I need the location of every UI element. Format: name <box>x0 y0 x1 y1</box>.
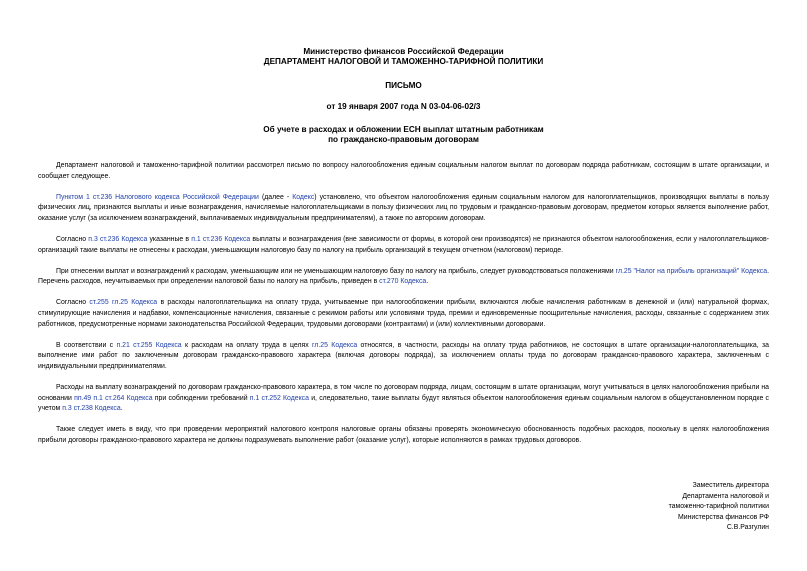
paragraph-text: . <box>426 278 429 286</box>
law-reference-link[interactable]: гл.25 "Налог на прибыль организаций" Кодекса <box>615 267 768 275</box>
law-reference-link[interactable]: гл.25 Кодекса <box>312 341 358 349</box>
department-title: ДЕПАРТАМЕНТ НАЛОГОВОЙ И ТАМОЖЕННО-ТАРИФНОЙ ПОЛИТИКИ <box>263 57 544 66</box>
law-reference-link[interactable]: пп.49 п.1 ст.264 Кодекса <box>74 394 153 402</box>
paragraph-text: выплаты и вознаграждения (вне зависимости от формы, в которой они производятся) не признаются объектом налогообложения, если у налогоплательщиков-организаций такие выплаты не отнесены к расходам, уменьшающим налоговую базу по налогу на прибыль организаций в текущем отчетном (налоговом) периоде. <box>38 235 769 254</box>
paragraph-text: при соблюдении требований <box>152 394 250 402</box>
signature-name: С.В.Разгулин <box>726 524 769 532</box>
body-paragraph <box>38 341 769 373</box>
paragraph-text: В соответствии с <box>56 341 117 349</box>
law-reference-link[interactable]: Кодекс <box>292 193 315 201</box>
body-paragraph <box>38 267 769 288</box>
letter-body <box>38 161 769 446</box>
signature-policy-line: таможенно-тарифной политики <box>668 503 769 511</box>
body-paragraph <box>38 298 769 330</box>
subject-line-2: по гражданско-правовым договорам <box>328 135 479 144</box>
paragraph-text: . Перечень расходов, неучитываемых при определении налоговой базы по налогу на прибыль, приведен в <box>38 267 769 286</box>
body-paragraph <box>38 235 769 256</box>
paragraph-text: относятся, в частности, расходы на оплату труда работников, не состоящих в штате организации-налогоплательщика, за выполнение ими работ по заключенным договорам гражданско-правового характера (включая договоры подряда), за исключением оплаты труда по договорам гражданско-правового характера, заключенным с индивидуальными предпринимателями. <box>38 341 769 370</box>
law-reference-link[interactable]: п.3 ст.238 Кодекса <box>62 405 121 413</box>
paragraph-text: ) установлено, что объектом налогообложения единым социальным налогом для налогоплательщиков, производящих выплаты в пользу физических лиц, признаются выплаты и иные вознаграждения, начисляемые налогоплательщиками в пользу физических лиц по трудовым и гражданско-правовым договорам, предметом которых является выполнение работ, оказание услуг (за исключением вознаграждений, выплачиваемых индивидуальным предпринимателям), а также по авторским договорам. <box>38 193 770 222</box>
paragraph-text: Департамент налоговой и таможенно-тарифной политики рассмотрел письмо по вопросу налогообложения единым социальным налогом выплат по договорам подряда работникам, состоящим в штате организации, и сообщает следующее. <box>38 162 769 180</box>
paragraph-text: к расходам на оплату труда в целях <box>181 341 312 349</box>
paragraph-text: При отнесении выплат и вознаграждений к расходам, уменьшающим или не уменьшающим налоговую базу по налогу на прибыль, следует руководствоваться положениями <box>56 267 616 275</box>
law-reference-link[interactable]: Пунктом 1 ст.236 Налогового кодекса Российской Федерации <box>56 193 259 201</box>
paragraph-text: Также следует иметь в виду, что при проведении мероприятий налогового контроля налоговые органы обязаны проверять экономическую обоснованность подобных расходов, поскольку в целях налогообложения прибыли договоры гражданско-правового характера не должны подразумевать выполнение работ (оказание услуг), которые исполняются в рамках трудовых договоров. <box>38 426 769 444</box>
body-paragraph <box>38 161 769 182</box>
signature-department-line: Департамента налоговой и <box>682 492 769 500</box>
paragraph-text: Расходы на выплату вознаграждений по договорам гражданско-правового характера, в том числе по договорам подряда, лицам, состоящим в штате организации, могут учитываться в целях налогообложения прибыли на основании <box>38 383 769 402</box>
paragraph-text: Согласно <box>56 235 89 243</box>
paragraph-text: . <box>120 405 123 413</box>
body-paragraph <box>38 193 769 225</box>
signature-position-line: Заместитель директора <box>692 482 769 489</box>
law-reference-link[interactable]: п.1 ст.252 Кодекса <box>249 394 309 402</box>
law-reference-link[interactable]: п.21 ст.255 Кодекса <box>116 341 182 349</box>
paragraph-text: Согласно <box>56 299 90 307</box>
law-reference-link[interactable]: п.3 ст.236 Кодекса <box>88 235 148 243</box>
law-reference-link[interactable]: ст.255 гл.25 Кодекса <box>89 299 158 307</box>
law-reference-link[interactable]: ст.270 Кодекса <box>379 278 427 286</box>
paragraph-text: (далее - <box>258 193 293 201</box>
subject-line-1: Об учете в расходах и обложении ЕСН выплат штатным работникам <box>263 125 544 134</box>
signature-block <box>669 481 769 534</box>
document-page <box>38 0 769 457</box>
paragraph-text: и, следовательно, такие выплаты будут являться объектом налогообложения единым социальным налогом в общеустановленном порядке с учетом <box>38 394 769 413</box>
body-paragraph <box>38 383 769 415</box>
signature-ministry-line: Министерства финансов РФ <box>677 513 769 521</box>
body-paragraph <box>38 425 769 446</box>
document-type: ПИСЬМО <box>385 81 422 90</box>
law-reference-link[interactable]: п.1 ст.236 Кодекса <box>191 235 251 243</box>
paragraph-text: указанные в <box>147 235 192 243</box>
paragraph-text: в расходы налогоплательщика на оплату труда, учитываемые при налогообложении прибыли, включаются любые начисления работникам в денежной и (или) натуральной формах, стимулирующие начисления и надбавки, компенсационные начисления, связанные с режимом работы или условиями труда, премии и единовременные поощрительные начисления, расходы, связанные с содержанием этих работников, предусмотренные нормами законодательства Российской Федерации, трудовыми договорами (контрактами) и (или) коллективными договорами. <box>38 299 769 328</box>
ministry-title: Министерство финансов Российской Федерации <box>303 47 504 56</box>
document-date-number: от 19 января 2007 года N 03-04-06-02/3 <box>326 102 481 111</box>
